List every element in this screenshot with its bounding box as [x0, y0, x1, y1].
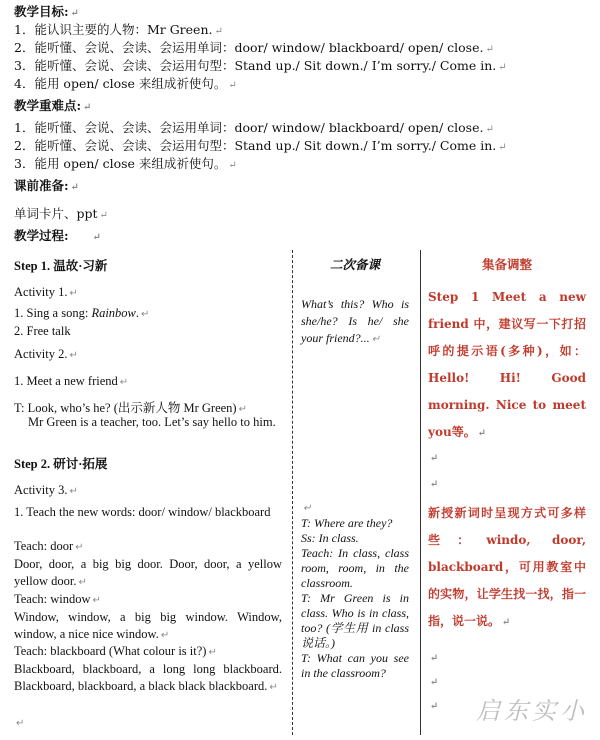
sing-song-line: 1. Sing a song: Rainbow. ↵ — [14, 306, 150, 320]
column3-blank-mark-2: ↵ — [430, 479, 439, 490]
activity1-label: Activity 1. ↵ — [14, 285, 78, 299]
teach-new-words: 1. Teach the new words: door/ window/ blackboard — [14, 505, 271, 519]
t-look-continuation: Mr Green is a teacher, too. Let’s say hello to him. — [28, 415, 276, 429]
activity2-label: Activity 2. ↵ — [14, 347, 78, 361]
second-prep-note-2: T: Where are they? Ss: In class. Teach: In class, class room, room, in the classroom. T: Mr Green is in class. Who is in class, too? (学生用 in class 说话。) T: What can you see in the classroom? — [301, 516, 409, 680]
door-chant: Door, door, a big big door. Door, door, a yellow yellow door. ↵ — [14, 557, 282, 588]
process-heading: 教学过程: ↵ — [14, 228, 102, 243]
free-talk-line: 2. Free talk — [14, 324, 71, 338]
teach-blackboard-line: Teach: blackboard (What colour is it?) ↵ — [14, 644, 217, 658]
column-divider-1 — [292, 250, 293, 735]
objective-item-4: 4．能用 open/ close 来组成祈使句。 ↵ — [14, 76, 237, 91]
teaching-steps-column — [14, 250, 282, 735]
objective-item-3: 3．能听懂、会说、会读、会运用句型：Stand up./ Sit down./ I’m sorry./ Come in. ↵ — [14, 58, 507, 73]
adjustment-header: 集备调整 — [481, 257, 532, 272]
step2-heading: Step 2. 研讨·拓展 — [14, 457, 108, 471]
second-prep-column — [301, 250, 409, 735]
column3-blank-mark-3: ↵ — [430, 653, 439, 664]
adjustment-note-1: Step 1 Meet a new friend 中，建议写一下打招呼的提示语(多种)，如：Hello! Hi! Good morning. Nice to meet you等。 ↵ — [428, 290, 586, 439]
meet-friend-line: 1. Meet a new friend ↵ — [14, 374, 129, 388]
teach-door-line: Teach: door ↵ — [14, 539, 84, 553]
column3-blank-mark-4: ↵ — [430, 677, 439, 688]
objectives-heading: 教学目标: ↵ — [14, 4, 80, 19]
blackboard-chant: Blackboard, blackboard, a long long blackboard. Blackboard, blackboard, a black black blackboard. ↵ — [14, 662, 282, 693]
window-chant: Window, window, a big big window. Window, window, a nice nice window. ↵ — [14, 610, 282, 641]
activity3-label: Activity 3. ↵ — [14, 483, 78, 497]
watermark-logo: 启东实小 — [476, 697, 588, 725]
objective-item-1: 1．能认识主要的人物：Mr Green. ↵ — [14, 22, 223, 37]
column1-end-mark: ↵ — [16, 718, 25, 729]
column2-blank-mark: ↵ — [303, 503, 312, 514]
t-look-line: T: Look, who’s he? (出示新人物 Mr Green) ↵ — [14, 401, 247, 415]
objective-item-2: 2．能听懂、会说、会读、会运用单词：door/ window/ blackboard/ open/ close. ↵ — [14, 40, 494, 55]
preparation-heading: 课前准备: ↵ — [14, 178, 80, 193]
column-divider-2 — [420, 250, 421, 735]
teach-window-line: Teach: window ↵ — [14, 592, 101, 606]
preparation-content: 单词卡片、ppt ↵ — [14, 206, 108, 221]
adjustment-column — [428, 250, 586, 735]
key-points-heading: 教学重难点: ↵ — [14, 98, 92, 113]
step1-heading: Step 1. 温故·习新 — [14, 259, 108, 273]
key-point-item-3: 3．能用 open/ close 来组成祈使句。 ↵ — [14, 156, 237, 171]
column3-blank-mark-5: ↵ — [430, 701, 439, 712]
lesson-table — [8, 250, 596, 735]
adjustment-note-2: 新授新词时呈现方式可多样些：windo, door, blackboard，可用教室中的实物，让学生找一找，指一指，说一说。 ↵ — [428, 506, 586, 628]
second-prep-header: 二次备课 — [329, 257, 380, 272]
column3-blank-mark-1: ↵ — [430, 453, 439, 464]
key-point-item-2: 2．能听懂、会说、会读、会运用句型：Stand up./ Sit down./ I’m sorry./ Come in. ↵ — [14, 138, 507, 153]
key-point-item-1: 1．能听懂、会说、会读、会运用单词：door/ window/ blackboard/ open/ close. ↵ — [14, 120, 494, 135]
second-prep-note-1: What’s this? Who is she/he? Is he/ she your friend?... ↵ — [301, 297, 409, 345]
